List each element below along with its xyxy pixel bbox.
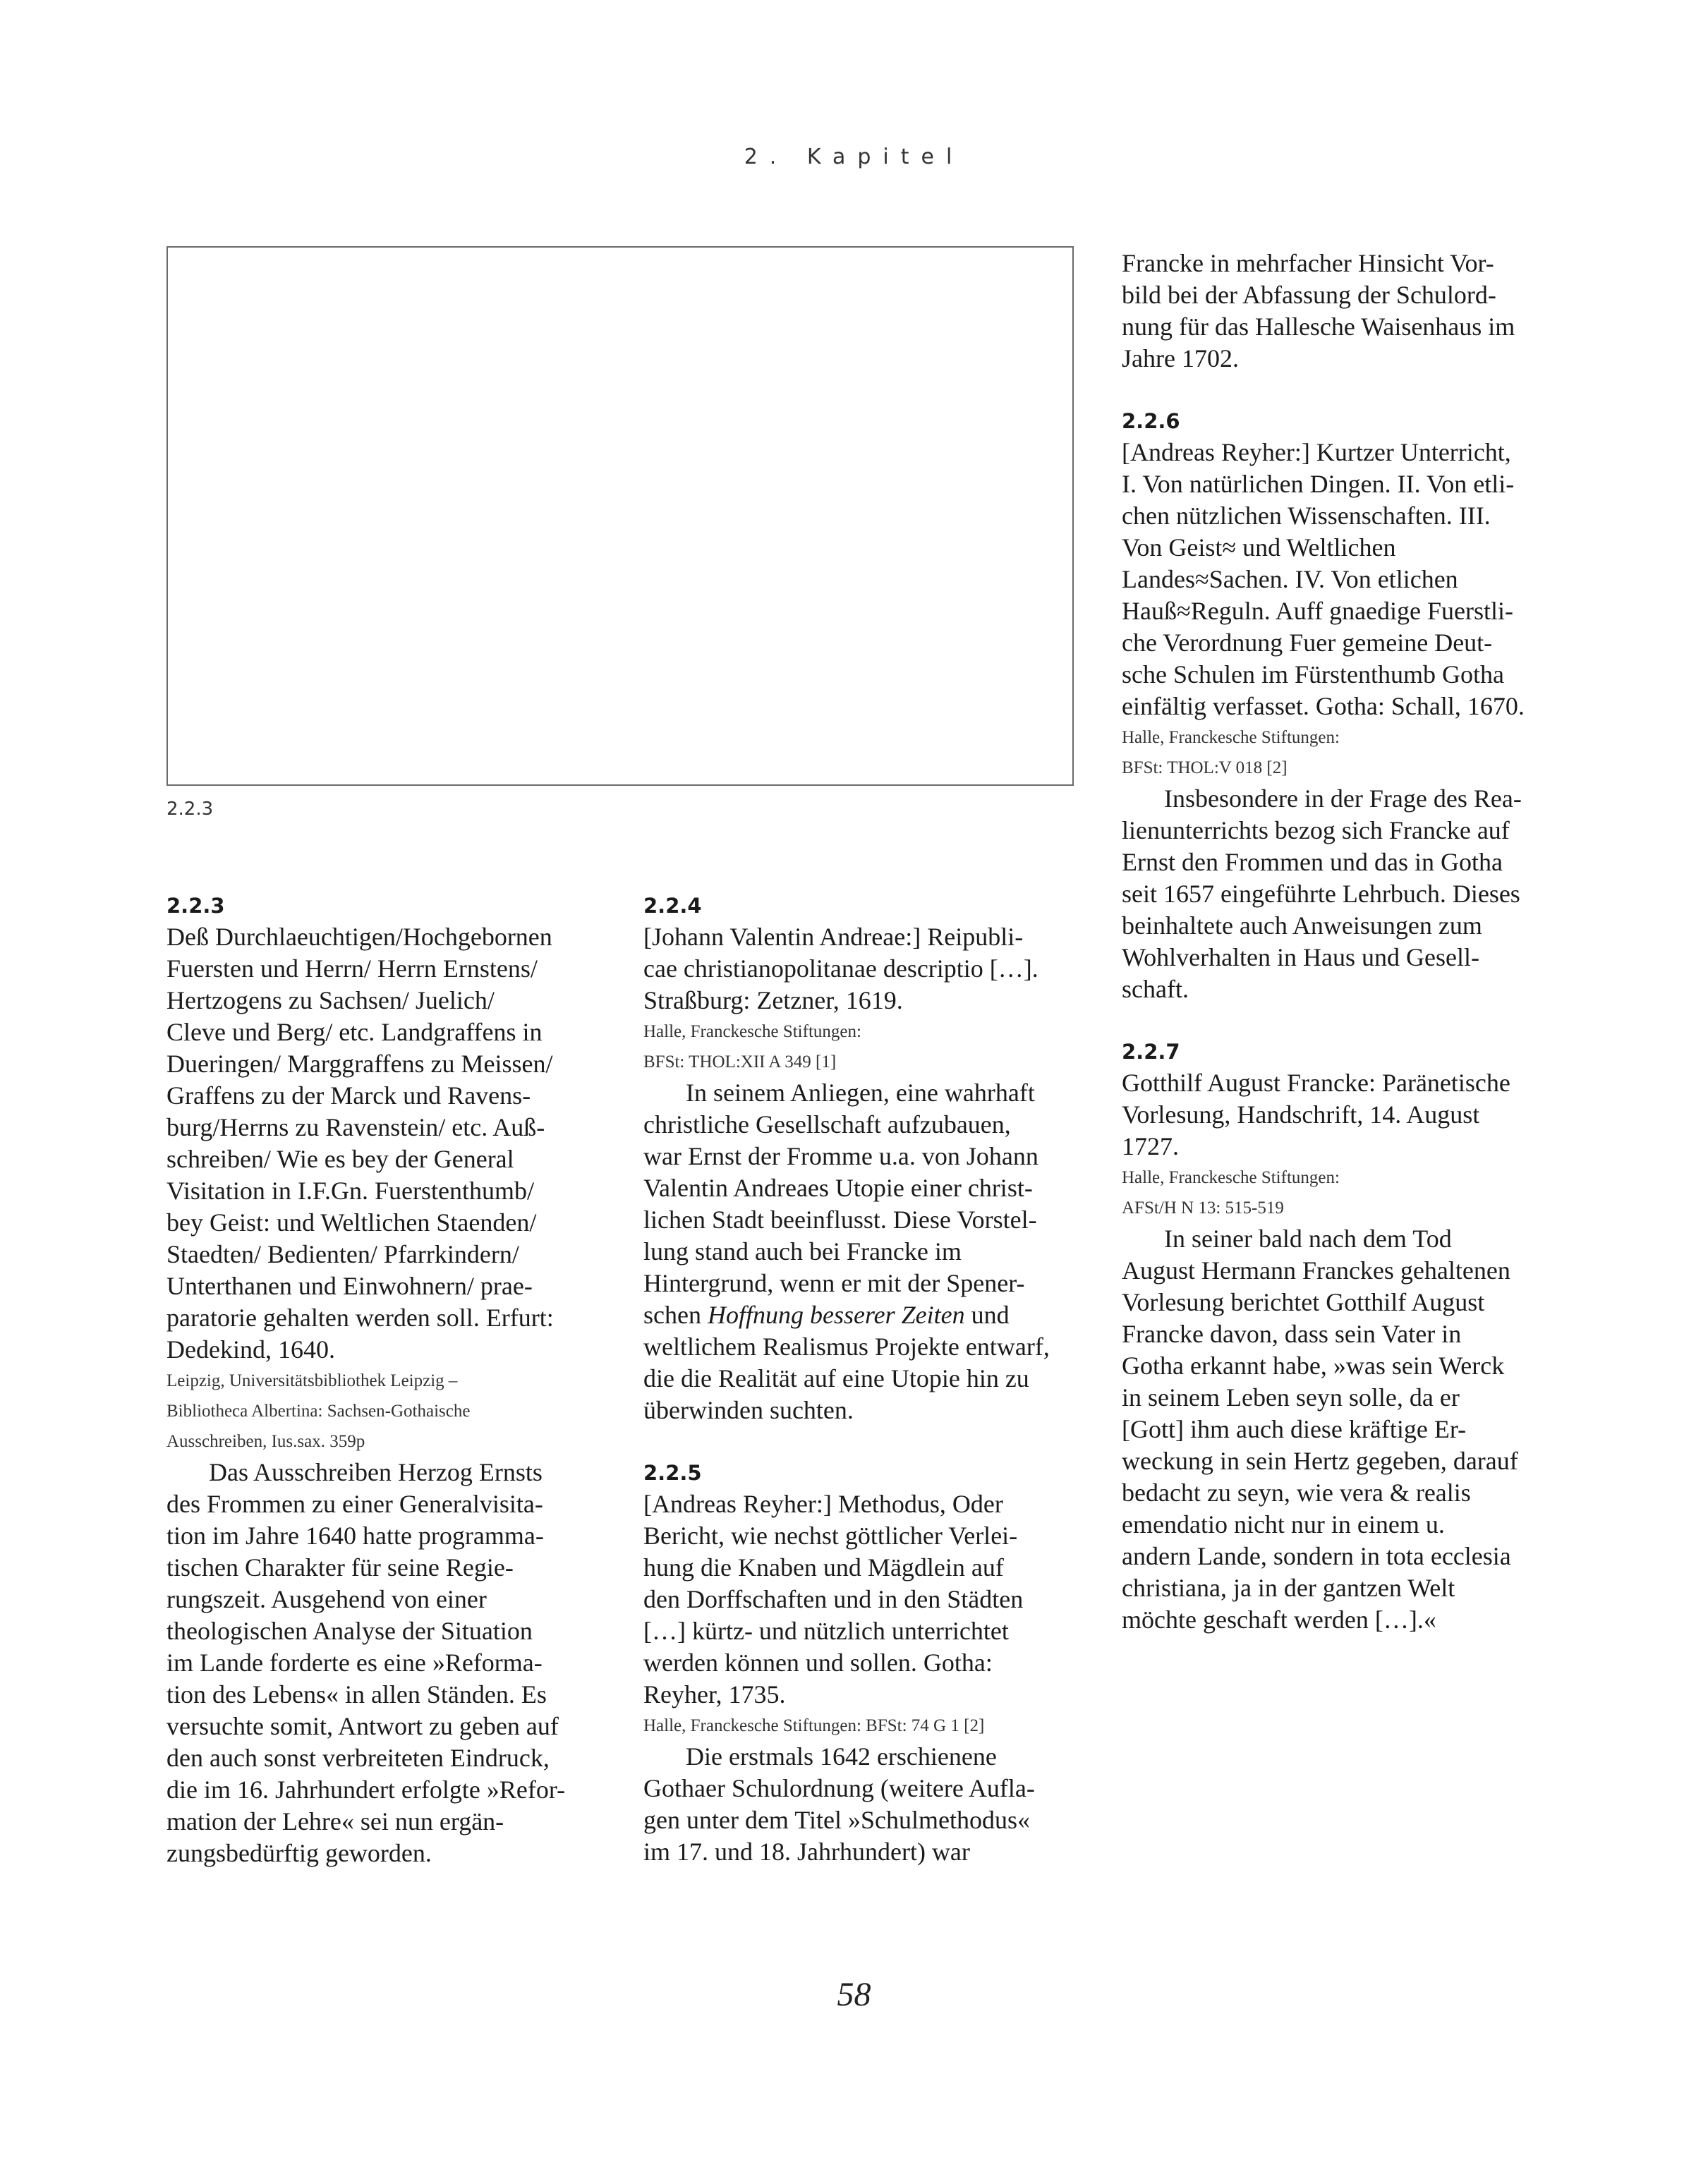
catalog-title: [166, 921, 604, 1366]
text-line: zungsbedürftig geworden.: [166, 1839, 432, 1867]
holding-location: [1122, 1163, 1573, 1223]
text-line: im 17. und 18. Jahrhundert) war: [643, 1838, 970, 1866]
text-line: schreiben/ Wie es bey der General: [166, 1145, 514, 1173]
text-line: bild bei der Abfassung der Schulord-: [1122, 281, 1496, 309]
text-line: BFSt: THOL:V 018 [2]: [1122, 758, 1288, 777]
text-line: Vorlesung berichtet Gotthilf August: [1122, 1288, 1485, 1316]
catalog-title: [643, 1488, 1081, 1711]
text-line: Jahre 1702.: [1122, 344, 1239, 372]
section-heading-2-2-7: 2.2.7: [1122, 1040, 1180, 1064]
text-line: burg/Herrns zu Ravenstein/ etc. Auß-: [166, 1113, 545, 1141]
text-line: lung stand auch bei Francke im: [643, 1237, 962, 1265]
text-line: schaft.: [1122, 975, 1189, 1003]
holding-location: [1122, 722, 1573, 783]
text-line: August Hermann Franckes gehaltenen: [1122, 1256, 1510, 1285]
text-line: [Andreas Reyher:] Kurtzer Unterricht,: [1122, 438, 1511, 466]
text-line: Hauß≈Reguln. Auff gnaedige Fuerstli-: [1122, 597, 1513, 625]
body-text-continued: [1122, 248, 1573, 375]
text-line: In seiner bald nach dem Tod: [1164, 1225, 1452, 1253]
text-line: rungszeit. Ausgehend von einer: [166, 1585, 487, 1613]
text-line: christliche Gesellschaft aufzubauen,: [643, 1110, 1011, 1139]
text-line: emendatio nicht nur in einem u.: [1122, 1510, 1445, 1538]
text-line: Dueringen/ Marggraffens zu Meissen/: [166, 1050, 553, 1078]
section-heading-2-2-5: 2.2.5: [643, 1461, 702, 1485]
body-text: [643, 1741, 1081, 1868]
text-line: Gothaer Schulordnung (weitere Aufla-: [643, 1774, 1035, 1802]
column-middle: [643, 890, 1081, 1868]
catalog-title: [1122, 437, 1573, 722]
text-line: Halle, Franckesche Stiftungen:: [1122, 1168, 1340, 1187]
page-number: 58: [837, 1976, 871, 2013]
text-line: Gotthilf August Francke: Paränetische: [1122, 1069, 1510, 1097]
text-line: in seinem Leben seyn solle, da er: [1122, 1383, 1460, 1412]
catalog-title: [1122, 1067, 1573, 1163]
text-line: Ausschreiben, Ius.sax. 359p: [166, 1432, 365, 1451]
text-line: werden können und sollen. Gotha:: [643, 1649, 993, 1677]
text-line: paratorie gehalten werden soll. Erfurt:: [166, 1304, 554, 1332]
text-line: Vorlesung, Handschrift, 14. August: [1122, 1100, 1480, 1129]
holding-location: [643, 1016, 1081, 1077]
text-line: tion im Jahre 1640 hatte programma-: [166, 1522, 544, 1550]
text-line: Das Ausschreiben Herzog Ernsts: [209, 1458, 543, 1486]
text-line: im Lande forderte es eine »Reforma-: [166, 1649, 543, 1677]
body-text: [643, 1077, 1081, 1426]
body-text: [1122, 1223, 1573, 1636]
text-line: Bericht, wie nechst göttlicher Verlei-: [643, 1522, 1018, 1550]
text-line: theologischen Analyse der Situation: [166, 1617, 533, 1645]
text-line: […] kürtz- und nützlich unterrichtet: [643, 1617, 1009, 1645]
text-line: Valentin Andreaes Utopie einer christ-: [643, 1174, 1033, 1202]
text-line: Von Geist≈ und Weltlichen: [1122, 533, 1396, 562]
catalog-title: [643, 921, 1081, 1016]
text-line: Dedekind, 1640.: [166, 1335, 335, 1364]
text-line: hung die Knaben und Mägdlein auf: [643, 1553, 1004, 1582]
text-line: christiana, ja in der gantzen Welt: [1122, 1574, 1455, 1602]
text-line: cae christianopolitanae descriptio […].: [643, 954, 1038, 983]
text-line: beinhaltete auch Anweisungen zum: [1122, 911, 1482, 940]
text-line: Gotha erkannt habe, »was sein Werck: [1122, 1352, 1505, 1380]
text-line: [Andreas Reyher:] Methodus, Oder: [643, 1490, 1003, 1518]
text-line: einfältig verfasset. Gotha: Schall, 1670.: [1122, 692, 1525, 720]
text-line: BFSt: THOL:XII A 349 [1]: [643, 1052, 837, 1072]
text-line: weckung in sein Hertz gegeben, darauf: [1122, 1447, 1518, 1475]
text-line: [Gott] ihm auch diese kräftige Er-: [1122, 1415, 1467, 1443]
text-line: des Frommen zu einer Generalvisita-: [166, 1490, 543, 1518]
text-line: Landes≈Sachen. IV. Von etlichen: [1122, 565, 1458, 593]
text-line: Staedten/ Bedienten/ Pfarrkindern/: [166, 1240, 519, 1268]
text-line: lichen Stadt beeinflusst. Diese Vorstel-: [643, 1206, 1037, 1234]
figure-caption: 2.2.3: [166, 799, 214, 820]
holding-location: [166, 1366, 604, 1457]
text-line: Halle, Franckesche Stiftungen:: [1122, 728, 1340, 747]
text-line: Wohlverhalten in Haus und Gesell-: [1122, 943, 1479, 971]
text-line: gen unter dem Titel »Schulmethodus«: [643, 1806, 1030, 1834]
text-line: Francke davon, dass sein Vater in: [1122, 1320, 1462, 1348]
text-line: [Johann Valentin Andreae:] Reipubli-: [643, 923, 1024, 951]
text-line: nung für das Hallesche Waisenhaus im: [1122, 312, 1515, 341]
text-line: mation der Lehre« sei nun ergän-: [166, 1807, 504, 1835]
section-heading-2-2-3: 2.2.3: [166, 894, 225, 918]
holding-location: [643, 1711, 1081, 1741]
text-line: war Ernst der Fromme u.a. von Johann: [643, 1142, 1038, 1170]
text-line: weltlichem Realismus Projekte entwarf,: [643, 1333, 1050, 1361]
text-line: In seinem Anliegen, eine wahrhaft: [686, 1079, 1035, 1107]
text-line: Ernst den Frommen und das in Gotha: [1122, 848, 1503, 876]
column-left: [166, 890, 604, 1869]
text-line: Visitation in I.F.Gn. Fuerstenthumb/: [166, 1177, 534, 1205]
running-head: 2. Kapitel: [744, 145, 964, 169]
text-line: möchte geschaft werden […].«: [1122, 1605, 1436, 1634]
text-line: tion des Lebens« in allen Ständen. Es: [166, 1680, 547, 1708]
text-line: überwinden suchten.: [643, 1396, 854, 1424]
figure-placeholder: [166, 246, 1074, 786]
column-right: [1122, 248, 1573, 1636]
text-line: I. Von natürlichen Dingen. II. Von etli-: [1122, 470, 1515, 498]
text-line: sche Schulen im Fürstenthumb Gotha: [1122, 660, 1504, 688]
text-line: Halle, Franckesche Stiftungen:: [643, 1022, 861, 1041]
text-line: Die erstmals 1642 erschienene: [686, 1742, 997, 1771]
text-line: Straßburg: Zetzner, 1619.: [643, 986, 903, 1014]
italic-book-title: Hoffnung besserer Zeiten: [707, 1301, 965, 1329]
text-line: bedacht zu seyn, wie vera & realis: [1122, 1479, 1471, 1507]
text-line: die die Realität auf eine Utopie hin zu: [643, 1364, 1029, 1392]
text-line: versuchte somit, Antwort zu geben auf: [166, 1712, 559, 1740]
body-text: [1122, 783, 1573, 1005]
text-line: den auch sonst verbreiteten Eindruck,: [166, 1744, 550, 1772]
text-line: Francke in mehrfacher Hinsicht Vor-: [1122, 249, 1494, 277]
text-line: Cleve und Berg/ etc. Landgraffens in: [166, 1018, 543, 1046]
text-line: schen Hoffnung besserer Zeiten und: [643, 1301, 1010, 1329]
text-line: bey Geist: und Weltlichen Staenden/: [166, 1208, 537, 1237]
section-heading-2-2-6: 2.2.6: [1122, 409, 1180, 433]
text-line: Insbesondere in der Frage des Rea-: [1164, 784, 1522, 813]
text-line: Halle, Franckesche Stiftungen: BFSt: 74 G 1 [2]: [643, 1716, 985, 1735]
text-line: Bibliotheca Albertina: Sachsen-Gothaische: [166, 1402, 471, 1421]
text-line: Deß Durchlaeuchtigen/Hochgebornen: [166, 923, 552, 951]
text-line: chen nützlichen Wissenschaften. III.: [1122, 502, 1491, 530]
text-line: andern Lande, sondern in tota ecclesia: [1122, 1542, 1511, 1570]
text-line: AFSt/H N 13: 515-519: [1122, 1198, 1284, 1218]
text-line: tischen Charakter für seine Regie-: [166, 1553, 514, 1582]
text-line: seit 1657 eingeführte Lehrbuch. Dieses: [1122, 880, 1520, 908]
text-line: Hintergrund, wenn er mit der Spener-: [643, 1269, 1025, 1297]
text-line: Fuersten und Herrn/ Herrn Ernstens/: [166, 954, 538, 983]
text-line: che Verordnung Fuer gemeine Deut-: [1122, 629, 1493, 657]
body-text: [166, 1457, 604, 1869]
section-heading-2-2-4: 2.2.4: [643, 894, 702, 918]
text-line: die im 16. Jahrhundert erfolgte »Refor-: [166, 1776, 566, 1804]
text-line: Reyher, 1735.: [643, 1680, 786, 1708]
text-line: Unterthanen und Einwohnern/ prae-: [166, 1272, 533, 1300]
text-line: Hertzogens zu Sachsen/ Juelich/: [166, 986, 495, 1014]
text-line: Graffens zu der Marck und Ravens-: [166, 1081, 531, 1110]
text-line: lienunterrichts bezog sich Francke auf: [1122, 816, 1510, 844]
text-line: den Dorffschaften und in den Städten: [643, 1585, 1024, 1613]
text-line: Leipzig, Universitätsbibliothek Leipzig –: [166, 1371, 458, 1390]
text-line: 1727.: [1122, 1132, 1179, 1160]
